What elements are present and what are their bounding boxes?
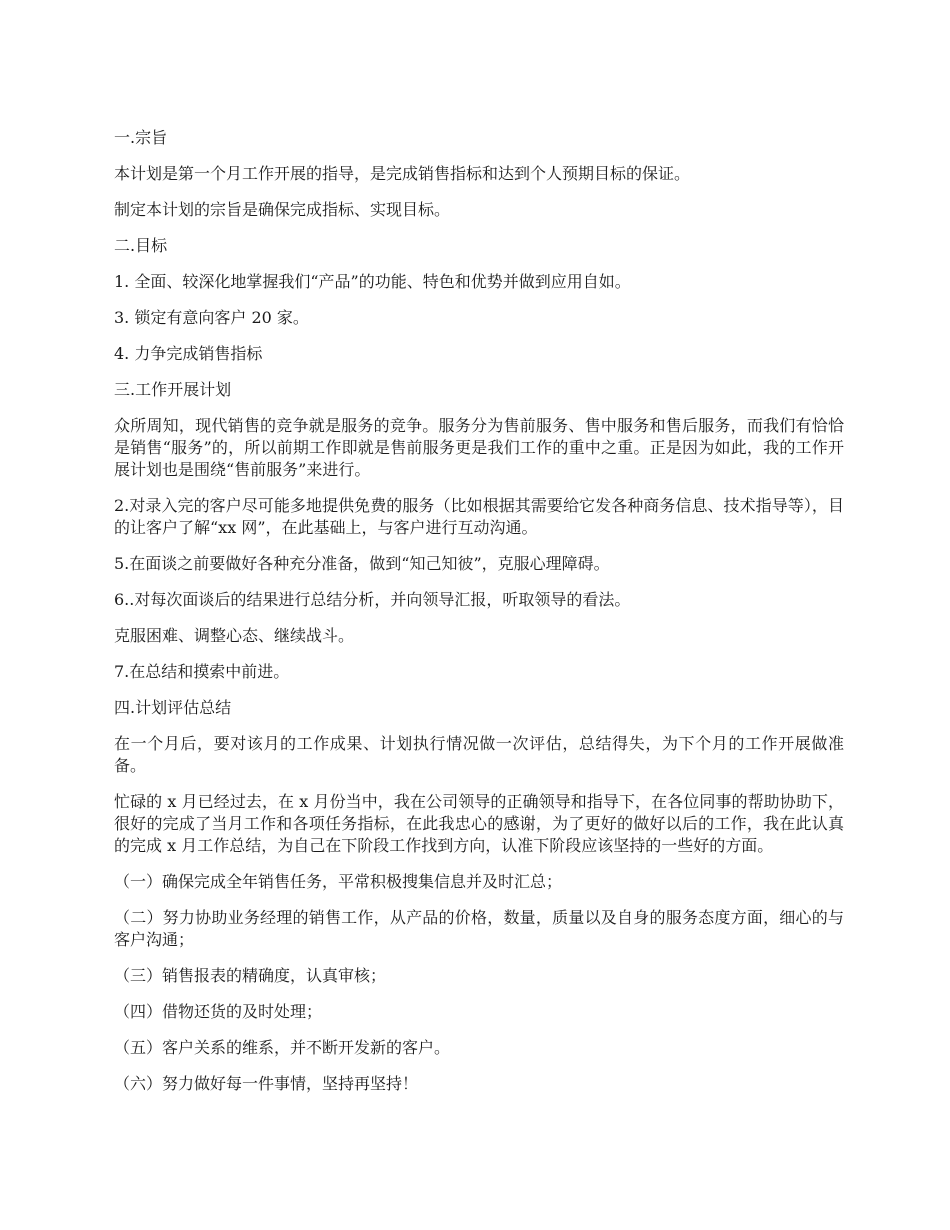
- list-item: 4. 力争完成销售指标: [114, 344, 263, 363]
- list-item: （三）销售报表的精确度，认真审核；: [114, 966, 387, 985]
- section-heading: 二.目标: [114, 236, 168, 255]
- list-item: （一）确保完成全年销售任务，平常积极搜集信息并及时汇总；: [114, 872, 563, 891]
- paragraph: 制定本计划的宗旨是确保完成指标、实现目标。: [114, 200, 451, 219]
- document-body: [114, 127, 844, 1109]
- list-item: （二）努力协助业务经理的销售工作，从产品的价格，数量，质量以及自身的服务态度方面，细心的与客户沟通；: [114, 908, 844, 949]
- list-item: （四）借物还货的及时处理；: [114, 1002, 323, 1021]
- list-item: 5.在面谈之前要做好各种充分准备，做到“知己知彼”，克服心理障碍。: [114, 554, 610, 573]
- list-item: （六）努力做好每一件事情，坚持再坚持！: [114, 1074, 419, 1093]
- section-heading: 四.计划评估总结: [114, 698, 232, 717]
- list-item: 3. 锁定有意向客户 20 家。: [114, 308, 309, 327]
- paragraph: 在一个月后，要对该月的工作成果、计划执行情况做一次评估，总结得失，为下个月的工作开展做准备。: [114, 734, 844, 775]
- section-heading: 三.工作开展计划: [114, 380, 232, 399]
- list-item: 2.对录入完的客户尽可能多地提供免费的服务（比如根据其需要给它发各种商务信息、技术指导等），目的让客户了解“xx 网”，在此基础上，与客户进行互动沟通。: [114, 496, 844, 537]
- paragraph: 克服困难、调整心态、继续战斗。: [114, 626, 355, 645]
- paragraph: 众所周知，现代销售的竞争就是服务的竞争。服务分为售前服务、售中服务和售后服务，而我们有恰恰是销售“服务”的，所以前期工作即就是售前服务更是我们工作的重中之重。正是因为如此，我的工作开展计划也是围绕“售前服务”来进行。: [114, 416, 844, 479]
- list-item: 1. 全面、较深化地掌握我们“产品”的功能、特色和优势并做到应用自如。: [114, 272, 631, 291]
- list-item: 6..对每次面谈后的结果进行总结分析，并向领导汇报，听取领导的看法。: [114, 590, 631, 609]
- list-item: （五）客户关系的维系，并不断开发新的客户。: [114, 1038, 451, 1057]
- paragraph: 忙碌的 x 月已经过去，在 x 月份当中，我在公司领导的正确领导和指导下，在各位同事的帮助协助下，很好的完成了当月工作和各项任务指标，在此我忠心的感谢，为了更好的做好以后的工作，我在此认真的完成 x 月工作总结，为自己在下阶段工作找到方向，认准下阶段应该坚持的一些好的方面。: [114, 792, 844, 855]
- paragraph: 本计划是第一个月工作开展的指导，是完成销售指标和达到个人预期目标的保证。: [114, 164, 691, 183]
- list-item: 7.在总结和摸索中前进。: [114, 662, 290, 681]
- section-heading: 一.宗旨: [114, 128, 168, 147]
